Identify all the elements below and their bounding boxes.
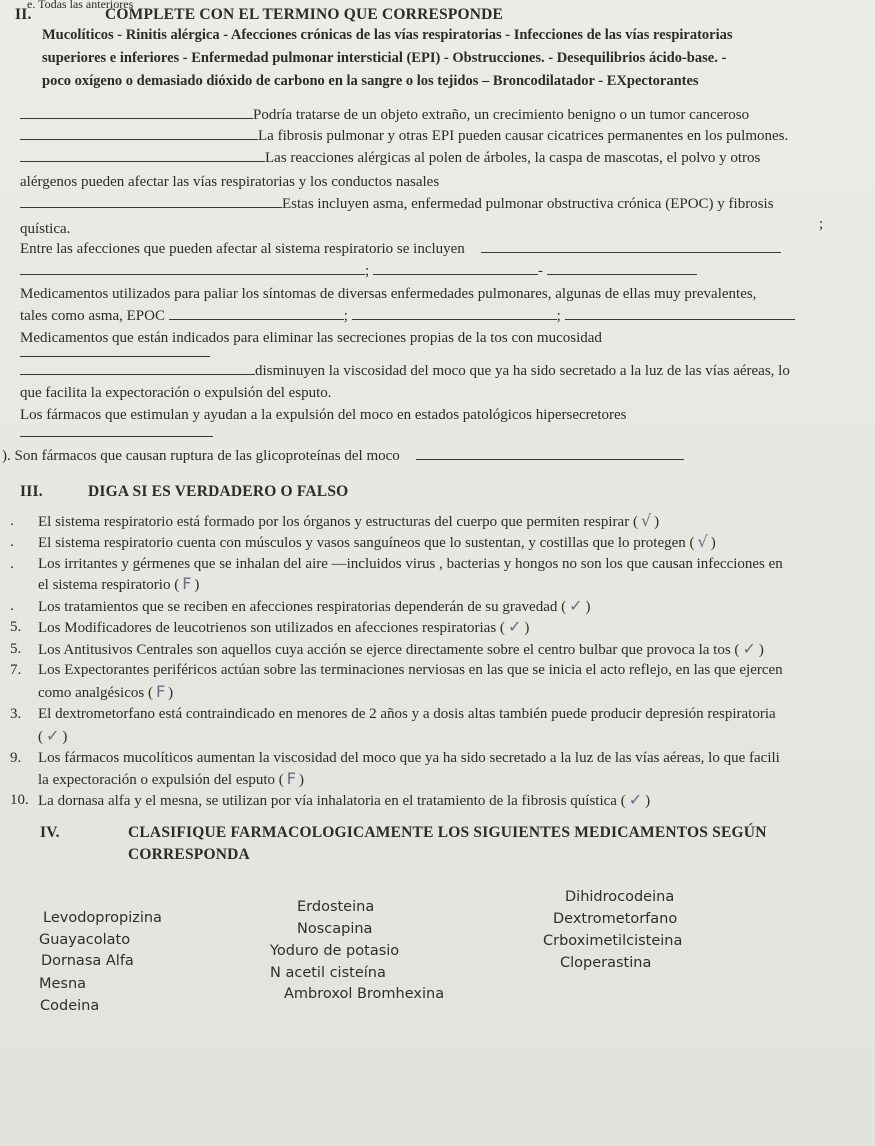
tf-answer-mark[interactable]: F [155,682,166,701]
item-4-cont: quística. [20,221,71,237]
tf-number: 3. [10,706,22,722]
drug-mesna: Mesna [39,976,87,992]
tf-close-paren: ) [168,685,174,701]
answer-blank[interactable] [169,307,344,320]
tf-statement: el sistema respiratorio ( [38,577,180,593]
answer-blank[interactable] [20,149,265,162]
drug-noscapina: Noscapina [297,921,373,937]
answer-blank[interactable] [352,307,557,320]
drug-dihidrocodeina: Dihidrocodeina [565,889,675,905]
section3-title: DIGA SI ES VERDADERO O FALSO [88,483,349,500]
tf-statement: El sistema respiratorio cuenta con músculos y vasos sanguíneos que lo sustentan, y costillas que lo protegen ( [38,535,695,551]
item-3-cont: alérgenos pueden afectar las vías respiratorias y los conductos nasales [20,174,440,190]
tf-number: 5. [10,641,22,657]
item-7-blank [20,344,210,362]
word-bank-line-1: Mucolíticos - Rinitis alérgica - Afecciones crónicas de las vías respiratorias - Infecciones de las vías respiratorias [42,27,733,43]
drug-yoduro-de-potasio: Yoduro de potasio [270,943,400,959]
answer-blank[interactable] [20,195,282,208]
tf-close-paren: ) [758,642,764,658]
item-1: Podría tratarse de un objeto extraño, un crecimiento benigno o un tumor canceroso [20,106,749,124]
answer-blank[interactable] [20,127,258,140]
tf-number: 10. [10,792,29,808]
tf-statement: Los irritantes y gérmenes que se inhalan del aire —incluidos virus , bacterias y hongos no son los que causan infecciones en [38,556,783,572]
answer-blank[interactable] [20,262,365,275]
tf-statement: Los tratamientos que se reciben en afecciones respiratorias dependerán de su gravedad ( [38,599,567,615]
word-bank-line-2: superiores e inferiores - Enfermedad pulmonar intersticial (EPI) - Obstrucciones. - Desequilibrios ácido-base. - [42,50,727,66]
answer-blank[interactable] [20,362,255,375]
tf-answer-mark[interactable]: F [182,574,192,593]
tf-statement: Los Antitusivos Centrales son aquellos cuya acción se ejerce directamente sobre el centro bulbar que provoca la tos ( [38,642,740,658]
item-5: Entre las afecciones que pueden afectar al sistema respiratorio se incluyen [20,240,781,258]
tf-answer-mark[interactable]: ✓ [628,790,643,809]
tf-statement: El sistema respiratorio está formado por los órganos y estructuras del cuerpo que permiten respirar ( [38,514,638,530]
answer-blank[interactable] [20,344,210,357]
tf-close-paren: ) [654,514,660,530]
drug-cloperastina: Cloperastina [560,955,652,971]
item-5-blanks: ; - [20,262,697,280]
tf-statement: como analgésicos ( [38,685,153,701]
answer-blank[interactable] [547,262,697,275]
answer-blank[interactable] [565,307,795,320]
item-8: disminuyen la viscosidad del moco que ya ha sido secretado a la luz de las vías aéreas, lo [20,362,790,380]
separator: ; [819,216,824,232]
item-9-blank [20,424,213,442]
tf-number: . [10,534,14,550]
tf-answer-mark[interactable]: ✓ [569,596,583,615]
answer-blank[interactable] [20,106,253,119]
answer-blank[interactable] [416,447,684,460]
tf-answer-mark[interactable]: √ [697,532,708,551]
tf-statement: Los Expectorantes periféricos actúan sobre las terminaciones nerviosas en las que se inicia el acto reflejo, en las que ejercen [38,662,783,678]
top-fragment: e. Todas las anteriores [27,0,134,11]
tf-close-paren: ) [585,599,591,615]
drug-dornasa-alfa: Dornasa Alfa [41,953,134,969]
word-bank-line-3: poco oxígeno o demasiado dióxido de carbono en la sangre o los tejidos – Broncodilatador - EXpectorantes [42,73,699,89]
answer-blank[interactable] [20,424,213,437]
tf-answer-mark[interactable]: F [286,769,296,788]
item-4: Estas incluyen asma, enfermedad pulmonar obstructiva crónica (EPOC) y fibrosis [20,195,774,213]
item-9: Los fármacos que estimulan y ayudan a la expulsión del moco en estados patológicos hipersecretores [20,407,627,423]
section3-numeral: III. [20,483,43,500]
tf-statement: ( [38,729,43,745]
drug-n-acetil-cisteina: N acetil cisteína [270,965,386,981]
tf-statement: La dornasa alfa y el mesna, se utilizan por vía inhalatoria en el tratamiento de la fibrosis quística ( [38,793,626,809]
drug-codeina: Codeina [40,998,100,1014]
section4-title-line-2: CORRESPONDA [128,846,250,863]
tf-number: 5. [10,619,22,635]
drug-ambroxol-bromhexina: Ambroxol Bromhexina [284,986,445,1002]
tf-statement: Los Modificadores de leucotrienos son utilizados en afecciones respiratorias ( [38,620,505,636]
tf-close-paren: ) [524,620,530,636]
section2-numeral: II. [15,6,32,23]
section2-title: COMPLETE CON EL TERMINO QUE CORRESPONDE [105,6,504,23]
item-6-cont: tales como asma, EPOC ; ; [20,307,795,325]
drug-guayacolato: Guayacolato [39,932,131,948]
tf-statement: la expectoración o expulsión del esputo ( [38,772,284,788]
tf-close-paren: ) [62,729,68,745]
drug-levodopropizina: Levodopropizina [43,910,162,926]
tf-answer-mark[interactable]: ✓ [46,726,60,745]
tf-answer-mark[interactable]: ✓ [742,639,756,658]
tf-number: 9. [10,750,22,766]
tf-number: . [10,598,14,614]
answer-blank[interactable] [373,262,538,275]
tf-number: 7. [10,662,22,678]
item-6: Medicamentos utilizados para paliar los síntomas de diversas enfermedades pulmonares, algunas de ellas muy prevalentes, [20,286,757,302]
answer-blank[interactable] [481,240,781,253]
drug-crboximetilcisteina: Crboximetilcisteina [543,933,683,949]
drug-erdosteina: Erdosteina [297,899,375,915]
tf-close-paren: ) [194,577,200,593]
tf-answer-mark[interactable]: ✓ [507,617,522,636]
tf-number: . [10,513,14,529]
tf-close-paren: ) [645,793,651,809]
tf-close-paren: ) [298,772,304,788]
tf-statement: Los fármacos mucolíticos aumentan la viscosidad del moco que ya ha sido secretado a la luz de las vías aéreas, lo que facili [38,750,780,766]
tf-statement: El dextrometorfano está contraindicado en menores de 2 años y a dosis altas también puede producir depresión respiratoria [38,706,776,722]
item-10: ). Son fármacos que causan ruptura de las glicoproteínas del moco [2,447,684,465]
tf-number: . [10,556,14,572]
section4-numeral: IV. [40,824,60,841]
tf-close-paren: ) [710,535,716,551]
section4-title-line-1: CLASIFIQUE FARMACOLOGICAMENTE LOS SIGUIENTES MEDICAMENTOS SEGÚN [128,824,767,841]
drug-dextrometorfano: Dextrometorfano [553,911,678,927]
item-3: Las reacciones alérgicas al polen de árboles, la caspa de mascotas, el polvo y otros [20,149,760,167]
tf-answer-mark[interactable]: √ [640,511,652,530]
item-7: Medicamentos que están indicados para eliminar las secreciones propias de la tos con mucosidad [20,330,602,346]
item-2: La fibrosis pulmonar y otras EPI pueden causar cicatrices permanentes en los pulmones. [20,127,788,145]
item-8-cont: que facilita la expectoración o expulsión del esputo. [20,385,332,401]
